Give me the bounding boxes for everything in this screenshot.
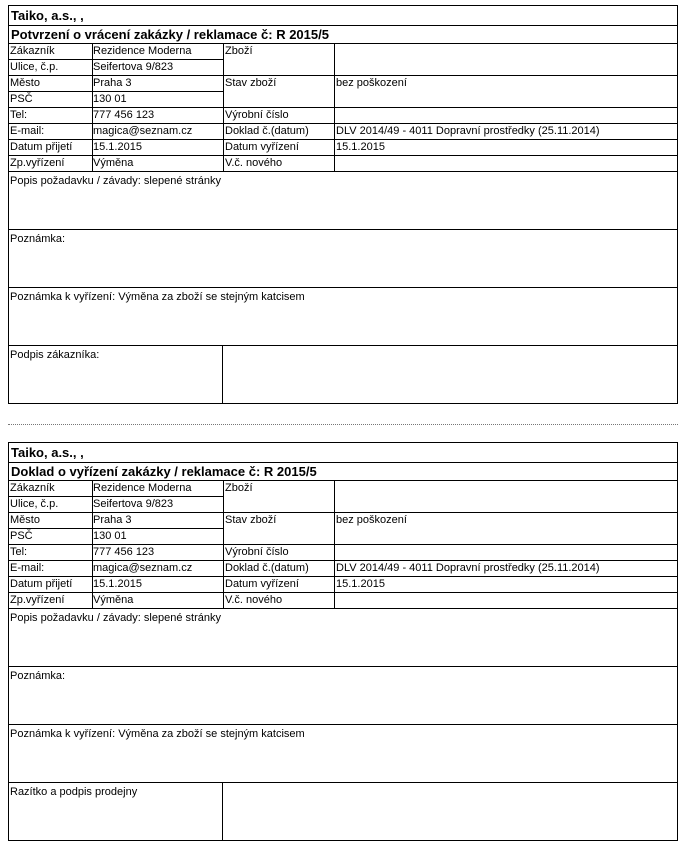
row-street (9, 497, 677, 513)
row-email (9, 561, 677, 577)
note-block (9, 667, 677, 725)
date-resolved-label: Datum vyřízení (224, 140, 335, 155)
resolution-note-block (9, 725, 677, 783)
company-name: Taiko, a.s., , (9, 443, 677, 463)
row-tel (9, 545, 677, 561)
goods-label: Zboží (224, 44, 335, 76)
request-label: Popis požadavku / závady: (10, 612, 141, 624)
tel-value: 777 456 123 (93, 545, 224, 560)
company-name: Taiko, a.s., , (9, 6, 677, 26)
row-customer (9, 44, 677, 60)
new-serial-value (335, 593, 677, 608)
doc-value: DLV 2014/49 - 4011 Dopravní prostředky (25.11.2014) (336, 562, 600, 574)
new-serial-label: V.č. nového (224, 593, 335, 608)
stamp-signature-block (9, 783, 677, 840)
doc-label: Doklad č.(datum) (224, 124, 335, 139)
date-received-label: Datum přijetí (9, 577, 93, 592)
row-street (9, 60, 677, 76)
goods-state-label: Stav zboží (224, 76, 335, 108)
stamp-signature-label: Razítko a podpis prodejny (9, 783, 223, 840)
serial-label: Výrobní číslo (224, 545, 335, 560)
row-tel (9, 108, 677, 124)
signature-block (9, 346, 677, 403)
resolution-note-label: Poznámka k vyřízení: (10, 291, 116, 303)
email-value: magica@seznam.cz (93, 561, 224, 576)
date-resolved-value: 15.1.2015 (336, 578, 385, 590)
resolution-note-block (9, 288, 677, 346)
resolution-note-value: Výměna za zboží se stejným katcisem (118, 291, 305, 303)
city-label: Město (9, 76, 93, 92)
resolution-method-value: Výměna (93, 156, 224, 171)
resolution-method-value: Výměna (93, 593, 224, 608)
zip-value: 130 01 (93, 92, 224, 107)
street-label: Ulice, č.p. (9, 60, 93, 75)
doc-value: DLV 2014/49 - 4011 Dopravní prostředky (25.11.2014) (336, 125, 600, 137)
customer-label: Zákazník (9, 481, 93, 497)
request-value: slepené stránky (143, 175, 221, 187)
row-dates (9, 577, 677, 593)
serial-value (335, 545, 677, 560)
row-resolution (9, 156, 677, 172)
customer-value: Rezidence Moderna (93, 44, 224, 60)
new-serial-value (335, 156, 677, 171)
form-title: Doklad o vyřízení zakázky / reklamace č: R 2015/5 (9, 463, 677, 481)
city-value: Praha 3 (93, 513, 224, 529)
form-title: Potvrzení o vrácení zakázky / reklamace č: R 2015/5 (9, 26, 677, 44)
note-label: Poznámka: (10, 233, 66, 245)
row-customer (9, 481, 677, 497)
zip-label: PSČ (9, 529, 93, 544)
resolution-method-label: Zp.vyřízení (9, 593, 93, 608)
email-label: E-mail: (9, 124, 93, 139)
new-serial-label: V.č. nového (224, 156, 335, 171)
row-zip (9, 92, 677, 108)
date-received-label: Datum přijetí (9, 140, 93, 155)
row-city (9, 513, 677, 529)
serial-value (335, 108, 677, 123)
street-value: Seifertova 9/823 (93, 497, 224, 512)
goods-label: Zboží (224, 481, 335, 513)
row-dates (9, 140, 677, 156)
signature-label: Podpis zákazníka: (9, 346, 223, 403)
goods-state-value: bez poškození (335, 513, 677, 545)
request-block (9, 609, 677, 667)
date-received-value: 15.1.2015 (93, 577, 224, 592)
date-resolved-value: 15.1.2015 (336, 141, 385, 153)
street-value: Seifertova 9/823 (93, 60, 224, 75)
city-label: Město (9, 513, 93, 529)
resolution-note-label: Poznámka k vyřízení: (10, 728, 116, 740)
zip-label: PSČ (9, 92, 93, 107)
date-received-value: 15.1.2015 (93, 140, 224, 155)
tel-label: Tel: (9, 108, 93, 123)
row-zip (9, 529, 677, 545)
request-block (9, 172, 677, 230)
goods-state-value: bez poškození (335, 76, 677, 108)
tel-label: Tel: (9, 545, 93, 560)
resolution-method-label: Zp.vyřízení (9, 156, 93, 171)
row-city (9, 76, 677, 92)
request-label: Popis požadavku / závady: (10, 175, 141, 187)
confirmation-form (8, 5, 678, 404)
customer-label: Zákazník (9, 44, 93, 60)
zip-value: 130 01 (93, 529, 224, 544)
email-label: E-mail: (9, 561, 93, 576)
goods-state-label: Stav zboží (224, 513, 335, 545)
resolution-note-value: Výměna za zboží se stejným katcisem (118, 728, 305, 740)
customer-value: Rezidence Moderna (93, 481, 224, 497)
row-email (9, 124, 677, 140)
request-value: slepené stránky (143, 612, 221, 624)
serial-label: Výrobní číslo (224, 108, 335, 123)
note-label: Poznámka: (10, 670, 66, 682)
row-resolution (9, 593, 677, 609)
tel-value: 777 456 123 (93, 108, 224, 123)
note-block (9, 230, 677, 288)
city-value: Praha 3 (93, 76, 224, 92)
cut-line (8, 424, 678, 425)
email-value: magica@seznam.cz (93, 124, 224, 139)
street-label: Ulice, č.p. (9, 497, 93, 512)
doc-label: Doklad č.(datum) (224, 561, 335, 576)
date-resolved-label: Datum vyřízení (224, 577, 335, 592)
resolution-form (8, 442, 678, 841)
